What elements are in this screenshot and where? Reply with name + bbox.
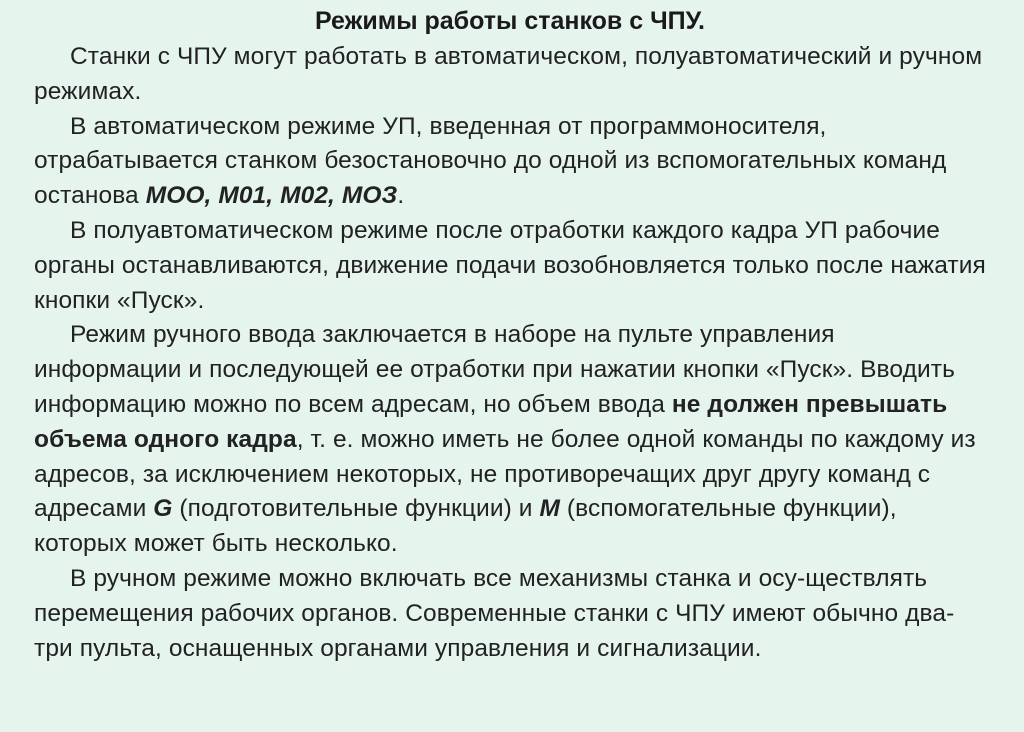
- paragraph-text: (подготовительные функции) и: [172, 495, 540, 523]
- address-m: M: [539, 495, 560, 523]
- stop-commands: МОО, М01, М02, МОЗ: [145, 182, 398, 210]
- paragraph-text: Режим ручного ввода заключается в наборе на пульте управления информации и последующей ее отработки при нажатии кнопки «Пуск». Вводить информацию можно по всем адресам, но объем ввода: [34, 321, 955, 418]
- paragraph-end: .: [397, 182, 405, 210]
- paragraph-manual-mode: В ручном режиме можно включать все механизмы станка и осу-ществлять перемещения рабочих органов. Современные станки с ЧПУ имеют обычно два-три пульта, оснащенных органами управления и сигнализации.: [34, 564, 955, 662]
- paragraph-text: , т. е. можно иметь не более одной команды по каждому из адресов, за исключением некоторых, не противоречащих друг другу команд с адресами: [34, 425, 976, 523]
- page-title: Режимы работы станков с ЧПУ.: [315, 7, 705, 35]
- paragraph-automatic-mode: [34, 110, 986, 214]
- paragraph-semiautomatic-mode: В полуавтоматическом режиме после отработки каждого кадра УП рабочие органы останавливаются, движение подачи возобновляется только после нажатия кнопки «Пуск».: [34, 216, 986, 314]
- address-g: G: [153, 495, 173, 523]
- paragraph-modes-intro: Станки с ЧПУ могут работать в автоматическом, полуавтоматический и ручном режимах.: [34, 43, 983, 105]
- paragraph-text: (вспомогательные функции), которых может быть несколько.: [34, 495, 897, 558]
- paragraph-text: В автоматическом режиме УП, введенная от программоносителя, отрабатывается станком безостановочно до одной из вспомогательных команд останова: [34, 112, 947, 210]
- paragraph-manual-input-mode: [34, 318, 986, 562]
- emphasis-text: не должен превышать объема одного кадра: [34, 390, 948, 453]
